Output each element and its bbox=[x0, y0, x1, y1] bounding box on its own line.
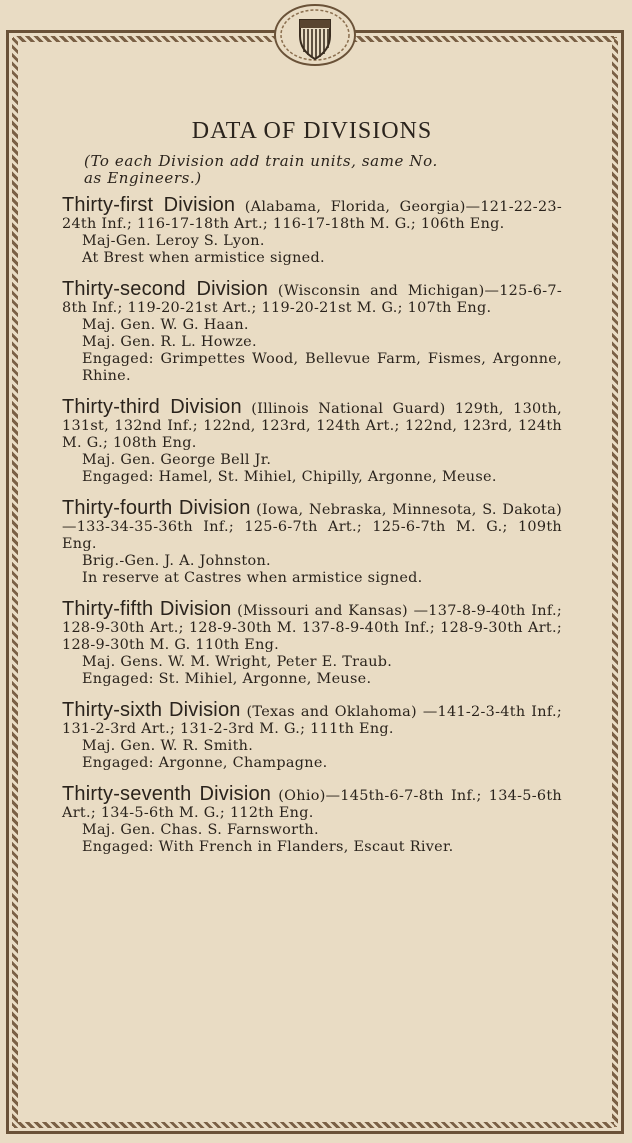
division-name: Thirty-fifth Division bbox=[62, 598, 232, 620]
division-34 bbox=[62, 497, 562, 587]
division-line: Maj-Gen. Leroy S. Lyon. bbox=[82, 233, 265, 249]
division-name: Thirty-second Division bbox=[62, 278, 269, 300]
rope-border-left bbox=[12, 38, 18, 1126]
document-content bbox=[62, 118, 562, 870]
division-32 bbox=[62, 278, 562, 385]
division-33 bbox=[62, 396, 563, 486]
division-line: In reserve at Castres when armistice signed. bbox=[82, 570, 423, 586]
division-line: Maj. Gen. R. L. Howze. bbox=[82, 334, 257, 350]
division-units: (Iowa, Nebraska, Minnesota, S. Dakota)—133-34-35-36th Inf.; 125-6-7th Art.; 125-6-7th M. G.; 109th Eng. bbox=[62, 502, 562, 552]
division-units: (Illinois National Guard) 129th, 130th, 131st, 132nd Inf.; 122nd, 123rd, 124th Art.; 122nd, 123rd, 124th M. G.; 108th Eng. bbox=[62, 401, 563, 451]
division-line: Brig.-Gen. J. A. Johnston. bbox=[82, 553, 271, 569]
division-37 bbox=[62, 783, 562, 856]
division-name: Thirty-seventh Division bbox=[62, 783, 272, 805]
division-name: Thirty-first Division bbox=[62, 194, 236, 216]
note-line-1: (To each Division add train units, same No. bbox=[84, 152, 438, 170]
division-line: Engaged: Hamel, St. Mihiel, Chipilly, Argonne, Meuse. bbox=[82, 469, 497, 485]
division-name: Thirty-sixth Division bbox=[62, 699, 241, 721]
division-line: Maj. Gen. George Bell Jr. bbox=[82, 452, 272, 468]
note bbox=[84, 153, 562, 187]
division-line: Engaged: Grimpettes Wood, Bellevue Farm, Fismes, Argonne, Rhine. bbox=[82, 351, 562, 384]
division-line: At Brest when armistice signed. bbox=[82, 250, 325, 266]
division-units: (Texas and Oklahoma) —141-2-3-4th Inf.; 131-2-3rd Art.; 131-2-3rd M. G.; 111th Eng. bbox=[62, 704, 562, 737]
division-name: Thirty-fourth Division bbox=[62, 497, 251, 519]
page-title: DATA OF DIVISIONS bbox=[191, 118, 433, 144]
shield-emblem-icon bbox=[272, 2, 358, 68]
division-line: Maj. Gen. Chas. S. Farnsworth. bbox=[82, 822, 319, 838]
division-36 bbox=[62, 699, 562, 772]
division-line: Engaged: St. Mihiel, Argonne, Meuse. bbox=[82, 671, 372, 687]
division-units: (Wisconsin and Michigan)—125-6-7-8th Inf.; 119-20-21st Art.; 119-20-21st M. G.; 107th Eng. bbox=[62, 283, 562, 316]
division-line: Engaged: With French in Flanders, Escaut River. bbox=[82, 839, 454, 855]
division-units: (Missouri and Kansas) —137-8-9-40th Inf.; 128-9-30th Art.; 128-9-30th M. 137-8-9-40th Inf.; 128-9-30th Art.; 128-9-30th M. G. 110th Eng. bbox=[62, 603, 562, 653]
division-31 bbox=[62, 194, 563, 267]
rope-border-right bbox=[612, 38, 618, 1126]
division-line: Maj. Gens. W. M. Wright, Peter E. Traub. bbox=[82, 654, 393, 670]
division-line: Engaged: Argonne, Champagne. bbox=[82, 755, 328, 771]
division-name: Thirty-third Division bbox=[62, 396, 242, 418]
division-units: (Alabama, Florida, Georgia)—121-22-23-24th Inf.; 116-17-18th Art.; 116-17-18th M. G.; 106th Eng. bbox=[62, 199, 563, 232]
division-35 bbox=[62, 598, 562, 688]
division-line: Maj. Gen. W. R. Smith. bbox=[82, 738, 254, 754]
division-line: Maj. Gen. W. G. Haan. bbox=[82, 317, 249, 333]
note-line-2: as Engineers.) bbox=[84, 169, 202, 187]
rope-border-bottom bbox=[14, 1122, 614, 1128]
division-units: (Ohio)—145th-6-7-8th Inf.; 134-5-6th Art.; 134-5-6th M. G.; 112th Eng. bbox=[62, 788, 562, 821]
